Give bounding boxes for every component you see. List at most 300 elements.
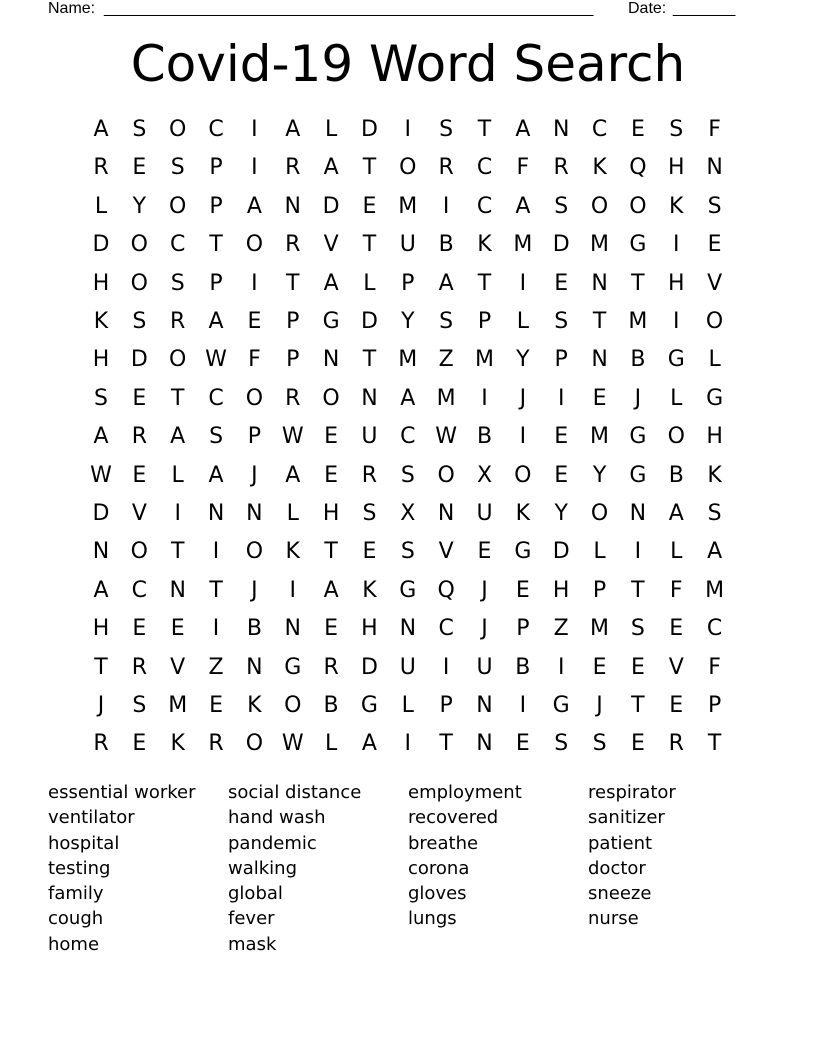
grid-letter: G xyxy=(322,309,340,334)
grid-letter: T xyxy=(477,270,492,296)
grid-letter: S xyxy=(94,385,108,411)
grid-letter: Y xyxy=(132,193,147,219)
grid-letter: O xyxy=(629,193,647,219)
grid-letter: U xyxy=(476,654,493,680)
grid-letter: N xyxy=(476,731,493,757)
word-list-item: testing xyxy=(48,857,111,879)
date-label: Date: xyxy=(628,0,667,17)
grid-letter: U xyxy=(476,501,493,526)
grid-letter: J xyxy=(596,693,603,718)
grid-letter: R xyxy=(323,654,339,680)
grid-letter: E xyxy=(247,309,262,334)
grid-row xyxy=(82,265,734,303)
grid-letter: U xyxy=(399,654,416,680)
grid-letter: L xyxy=(670,539,683,565)
grid-letter: F xyxy=(516,155,530,181)
grid-letter: J xyxy=(481,577,488,603)
grid-letter: O xyxy=(667,424,685,450)
grid-letter: M xyxy=(398,347,418,373)
grid-letter: E xyxy=(592,385,607,411)
page-title: Covid-19 Word Search xyxy=(130,35,686,93)
word-list-item: corona xyxy=(408,857,470,879)
grid-letter: M xyxy=(436,385,456,411)
grid-letter: S xyxy=(707,193,722,219)
grid-letter: D xyxy=(552,539,570,565)
grid-letter: Y xyxy=(592,462,607,488)
grid-letter: I xyxy=(251,155,258,181)
grid-letter: T xyxy=(631,693,645,718)
grid-letter: E xyxy=(515,577,530,603)
grid-letter: C xyxy=(208,117,224,142)
grid-letter: M xyxy=(628,309,648,334)
grid-letter: R xyxy=(208,731,224,757)
grid-letter: T xyxy=(362,347,377,373)
grid-letter: I xyxy=(251,270,258,296)
grid-row xyxy=(82,418,734,456)
grid-letter: H xyxy=(92,270,110,296)
grid-letter: F xyxy=(669,577,683,603)
grid-letter: P xyxy=(477,309,492,334)
grid-letter: E xyxy=(592,654,607,680)
grid-letter: C xyxy=(476,193,493,219)
grid-letter: A xyxy=(323,270,339,296)
grid-letter: A xyxy=(361,731,377,757)
grid-letter: K xyxy=(477,232,492,258)
grid-letter: H xyxy=(92,347,110,373)
grid-letter: Y xyxy=(554,501,568,526)
grid-row xyxy=(82,572,734,610)
grid-letter: A xyxy=(515,117,531,142)
grid-letter: L xyxy=(708,347,721,373)
grid-letter: O xyxy=(437,462,455,488)
word-list-item: recovered xyxy=(408,807,499,829)
grid-letter: E xyxy=(132,731,147,757)
grid-letter: E xyxy=(669,693,684,718)
grid-letter: L xyxy=(593,539,606,565)
grid-letter: Z xyxy=(438,347,454,373)
word-list-item: essential worker xyxy=(48,782,196,803)
grid-letter: Q xyxy=(629,155,647,181)
grid-letter: H xyxy=(361,616,378,642)
grid-letter: X xyxy=(476,462,493,488)
grid-letter: M xyxy=(590,232,610,258)
grid-letter: N xyxy=(629,501,647,526)
grid-letter: L xyxy=(324,117,338,142)
grid-letter: W xyxy=(205,347,227,373)
grid-letter: S xyxy=(630,616,645,642)
grid-letter: I xyxy=(404,117,412,142)
grid-letter: I xyxy=(673,232,680,258)
grid-letter: B xyxy=(630,347,646,373)
grid-letter: M xyxy=(168,693,188,718)
grid-letter: L xyxy=(94,193,108,219)
grid-letter: N xyxy=(552,117,570,142)
grid-letter: S xyxy=(400,539,415,565)
grid-letter: O xyxy=(245,232,264,258)
grid-letter: W xyxy=(281,731,304,757)
grid-letter: T xyxy=(362,155,377,181)
grid-letter: Z xyxy=(208,654,224,680)
grid-letter: A xyxy=(668,501,684,526)
grid-letter: N xyxy=(246,501,263,526)
grid-letter: E xyxy=(707,232,722,258)
grid-letter: I xyxy=(174,501,181,526)
grid-letter: P xyxy=(209,270,223,296)
grid-letter: R xyxy=(361,462,378,488)
grid-letter: T xyxy=(631,270,645,296)
grid-letter: E xyxy=(554,270,569,296)
grid-letter: O xyxy=(130,270,148,296)
grid-letter: N xyxy=(591,270,608,296)
grid-letter: F xyxy=(708,117,721,142)
grid-letter: P xyxy=(286,309,300,334)
grid-letter: T xyxy=(170,385,185,411)
grid-letter: I xyxy=(481,385,488,411)
grid-letter: O xyxy=(705,309,724,334)
grid-letter: M xyxy=(705,577,725,603)
word-list-item: sanitizer xyxy=(588,807,665,829)
grid-letter: T xyxy=(362,232,377,258)
grid-letter: I xyxy=(634,539,642,565)
grid-row xyxy=(82,649,734,687)
grid-letter: E xyxy=(324,424,339,450)
grid-letter: B xyxy=(515,654,531,680)
word-list-item: ventilator xyxy=(48,807,135,829)
grid-letter: A xyxy=(208,462,224,488)
word-list-item: family xyxy=(48,883,104,905)
grid-letter: D xyxy=(360,309,378,334)
grid-letter: S xyxy=(554,731,569,757)
grid-letter: T xyxy=(324,539,338,565)
grid-letter: T xyxy=(94,654,108,680)
grid-letter: E xyxy=(669,616,684,642)
grid-letter: E xyxy=(554,462,569,488)
grid-letter: P xyxy=(401,270,415,296)
grid-letter: A xyxy=(93,117,109,142)
grid-letter: D xyxy=(360,654,378,680)
word-list-item: walking xyxy=(228,857,298,879)
grid-letter: H xyxy=(322,501,340,526)
grid-letter: U xyxy=(399,232,416,258)
grid-letter: O xyxy=(514,462,532,488)
grid-letter: M xyxy=(513,232,533,258)
grid-letter: P xyxy=(439,693,453,718)
grid-letter: O xyxy=(590,193,609,219)
grid-letter: V xyxy=(131,501,147,526)
grid-letter: W xyxy=(435,424,458,450)
grid-letter: G xyxy=(360,693,378,718)
grid-letter: X xyxy=(400,501,416,526)
grid-letter: H xyxy=(667,155,685,181)
grid-letter: J xyxy=(97,693,105,718)
grid-letter: R xyxy=(93,155,109,181)
grid-letter: D xyxy=(92,232,110,258)
grid-letter: K xyxy=(247,693,262,718)
grid-letter: C xyxy=(438,616,454,642)
grid-letter: D xyxy=(322,193,340,219)
grid-letter: P xyxy=(592,577,607,603)
grid-letter: S xyxy=(132,117,147,142)
grid-letter: G xyxy=(514,539,532,565)
header-line xyxy=(48,0,748,20)
word-list-item: home xyxy=(48,933,100,955)
grid-letter: N xyxy=(207,501,225,526)
name-label: Name: xyxy=(48,0,96,17)
grid-letter: N xyxy=(284,616,301,642)
grid-letter: C xyxy=(476,155,493,181)
grid-letter: K xyxy=(285,539,300,565)
grid-letter: L xyxy=(324,731,338,757)
grid-letter: I xyxy=(442,654,450,680)
grid-letter: S xyxy=(362,501,377,526)
word-list-item: patient xyxy=(588,832,653,854)
grid-letter: S xyxy=(554,309,569,334)
grid-letter: O xyxy=(245,385,264,411)
word-list-item: cough xyxy=(48,908,104,930)
grid-letter: C xyxy=(400,424,416,450)
grid-letter: V xyxy=(170,654,186,680)
grid-row xyxy=(82,149,734,187)
grid-letter: O xyxy=(245,539,264,565)
grid-letter: A xyxy=(400,385,416,411)
word-list-item: hand wash xyxy=(228,807,326,829)
grid-letter: A xyxy=(323,155,339,181)
grid-row xyxy=(82,226,734,264)
grid-letter: P xyxy=(247,424,262,450)
grid-letter: G xyxy=(284,654,302,680)
grid-letter: N xyxy=(322,347,340,373)
grid-letter: L xyxy=(286,501,299,526)
grid-letter: C xyxy=(131,577,148,603)
grid-letter: A xyxy=(285,117,301,142)
grid-letter: N xyxy=(591,347,608,373)
grid-row xyxy=(82,533,734,571)
grid-letter: S xyxy=(669,117,684,142)
grid-letter: T xyxy=(592,309,607,334)
grid-letter: N xyxy=(476,693,493,718)
grid-letter: R xyxy=(285,232,301,258)
grid-letter: P xyxy=(209,193,223,219)
grid-letter: R xyxy=(438,155,454,181)
grid-letter: L xyxy=(670,385,683,411)
word-list-item: fever xyxy=(228,908,275,930)
word-list-item: lungs xyxy=(408,908,457,930)
grid-letter: A xyxy=(170,424,186,450)
grid-letter: I xyxy=(519,693,527,718)
grid-letter: C xyxy=(706,616,723,642)
grid-letter: H xyxy=(706,424,723,450)
grid-letter: M xyxy=(475,347,494,373)
grid-letter: M xyxy=(590,424,610,450)
grid-letter: E xyxy=(324,616,339,642)
grid-letter: I xyxy=(557,385,565,411)
grid-letter: B xyxy=(476,424,493,450)
grid-letter: S xyxy=(554,193,569,219)
grid-letter: M xyxy=(590,616,610,642)
grid-letter: O xyxy=(169,117,187,142)
grid-letter: D xyxy=(92,501,110,526)
grid-letter: V xyxy=(323,232,339,258)
word-list-column xyxy=(48,780,228,957)
grid-letter: A xyxy=(93,424,109,450)
grid-letter: O xyxy=(322,385,340,411)
grid-letter: S xyxy=(209,424,224,450)
grid-letter: I xyxy=(404,731,412,757)
grid-letter: J xyxy=(481,616,488,642)
grid-letter: O xyxy=(169,193,187,219)
grid-letter: Y xyxy=(401,309,415,334)
grid-row xyxy=(82,341,734,379)
grid-letter: S xyxy=(170,155,185,181)
grid-letter: M xyxy=(398,193,418,219)
grid-row xyxy=(82,111,734,149)
grid-letter: O xyxy=(169,347,187,373)
grid-letter: H xyxy=(92,616,110,642)
grid-letter: E xyxy=(170,616,185,642)
grid-letter: I xyxy=(212,616,220,642)
grid-letter: E xyxy=(132,616,147,642)
grid-letter: K xyxy=(707,462,722,488)
grid-letter: J xyxy=(634,385,642,411)
grid-letter: A xyxy=(285,462,301,488)
letter-grid xyxy=(82,111,734,759)
grid-letter: P xyxy=(554,347,568,373)
grid-letter: A xyxy=(208,309,224,334)
grid-letter: K xyxy=(592,155,607,181)
grid-letter: R xyxy=(93,731,109,757)
word-list-item: doctor xyxy=(588,857,646,879)
grid-letter: H xyxy=(552,577,570,603)
grid-letter: N xyxy=(399,616,417,642)
grid-letter: K xyxy=(170,731,185,757)
grid-letter: A xyxy=(93,577,109,603)
word-list-column xyxy=(228,780,408,957)
grid-letter: H xyxy=(667,270,685,296)
grid-letter: O xyxy=(245,731,264,757)
grid-letter: N xyxy=(437,501,455,526)
grid-letter: Q xyxy=(437,577,455,603)
grid-letter: S xyxy=(439,117,454,142)
grid-row xyxy=(82,303,734,341)
grid-letter: T xyxy=(631,577,645,603)
grid-letter: T xyxy=(209,577,223,603)
grid-letter: I xyxy=(557,654,565,680)
grid-letter: L xyxy=(363,270,376,296)
grid-row xyxy=(82,380,734,418)
grid-letter: I xyxy=(251,117,258,142)
word-list-item: employment xyxy=(408,782,522,803)
grid-letter: R xyxy=(131,424,147,450)
grid-letter: J xyxy=(519,385,527,411)
grid-letter: P xyxy=(516,616,530,642)
grid-letter: R xyxy=(285,155,301,181)
grid-letter: O xyxy=(284,693,302,718)
word-list-column xyxy=(408,780,588,932)
grid-letter: G xyxy=(667,347,685,373)
grid-letter: P xyxy=(707,693,722,718)
grid-letter: G xyxy=(629,462,647,488)
grid-letter: V xyxy=(668,654,684,680)
grid-letter: I xyxy=(519,424,527,450)
grid-letter: O xyxy=(130,539,148,565)
grid-letter: O xyxy=(130,232,148,258)
grid-letter: E xyxy=(630,731,645,757)
grid-letter: E xyxy=(209,693,223,718)
grid-letter: D xyxy=(130,347,148,373)
grid-letter: A xyxy=(515,193,531,219)
name-field[interactable]: _______________________________________________________ xyxy=(104,0,594,17)
grid-letter: L xyxy=(171,462,184,488)
grid-letter: V xyxy=(438,539,454,565)
grid-letter: N xyxy=(246,654,263,680)
grid-letter: Z xyxy=(553,616,569,642)
grid-letter: A xyxy=(707,539,723,565)
grid-letter: R xyxy=(170,309,186,334)
word-list-item: nurse xyxy=(588,908,639,930)
grid-letter: S xyxy=(439,309,454,334)
grid-letter: E xyxy=(515,731,530,757)
word-list-item: sneeze xyxy=(588,883,652,905)
grid-letter: N xyxy=(361,385,378,411)
grid-letter: B xyxy=(246,616,262,642)
grid-letter: I xyxy=(442,193,450,219)
grid-letter: F xyxy=(708,654,721,680)
word-list-item: gloves xyxy=(408,883,467,905)
grid-letter: B xyxy=(438,232,454,258)
grid-letter: B xyxy=(668,462,684,488)
date-field[interactable]: _______ xyxy=(673,0,736,17)
grid-letter: N xyxy=(169,577,186,603)
grid-letter: O xyxy=(399,155,417,181)
grid-letter: R xyxy=(285,385,301,411)
grid-letter: E xyxy=(554,424,569,450)
grid-letter: K xyxy=(362,577,377,603)
grid-letter: E xyxy=(630,117,645,142)
grid-letter: E xyxy=(630,654,645,680)
grid-letter: G xyxy=(629,232,647,258)
grid-letter: N xyxy=(284,193,301,219)
grid-letter: B xyxy=(323,693,339,718)
grid-letter: J xyxy=(251,462,258,488)
grid-letter: J xyxy=(251,577,258,603)
grid-letter: T xyxy=(286,270,300,296)
grid-letter: T xyxy=(439,731,453,757)
grid-letter: E xyxy=(362,539,377,565)
word-list-item: pandemic xyxy=(228,832,317,854)
grid-letter: D xyxy=(360,117,378,142)
grid-letter: E xyxy=(324,462,339,488)
grid-letter: S xyxy=(592,731,607,757)
grid-letter: C xyxy=(591,117,608,142)
grid-letter: T xyxy=(707,731,722,757)
grid-letter: S xyxy=(400,462,415,488)
word-list-column xyxy=(588,780,768,932)
grid-letter: T xyxy=(477,117,492,142)
grid-letter: D xyxy=(552,232,570,258)
word-list-item: mask xyxy=(228,933,277,955)
grid-letter: T xyxy=(170,539,185,565)
grid-letter: G xyxy=(706,385,724,411)
grid-letter: S xyxy=(170,270,185,296)
grid-row xyxy=(82,610,734,648)
grid-letter: G xyxy=(399,577,417,603)
grid-letter: E xyxy=(132,462,147,488)
word-list-item: social distance xyxy=(228,782,362,803)
grid-letter: L xyxy=(401,693,414,718)
grid-row xyxy=(82,188,734,226)
grid-letter: R xyxy=(553,155,569,181)
word-list-item: hospital xyxy=(48,832,120,854)
